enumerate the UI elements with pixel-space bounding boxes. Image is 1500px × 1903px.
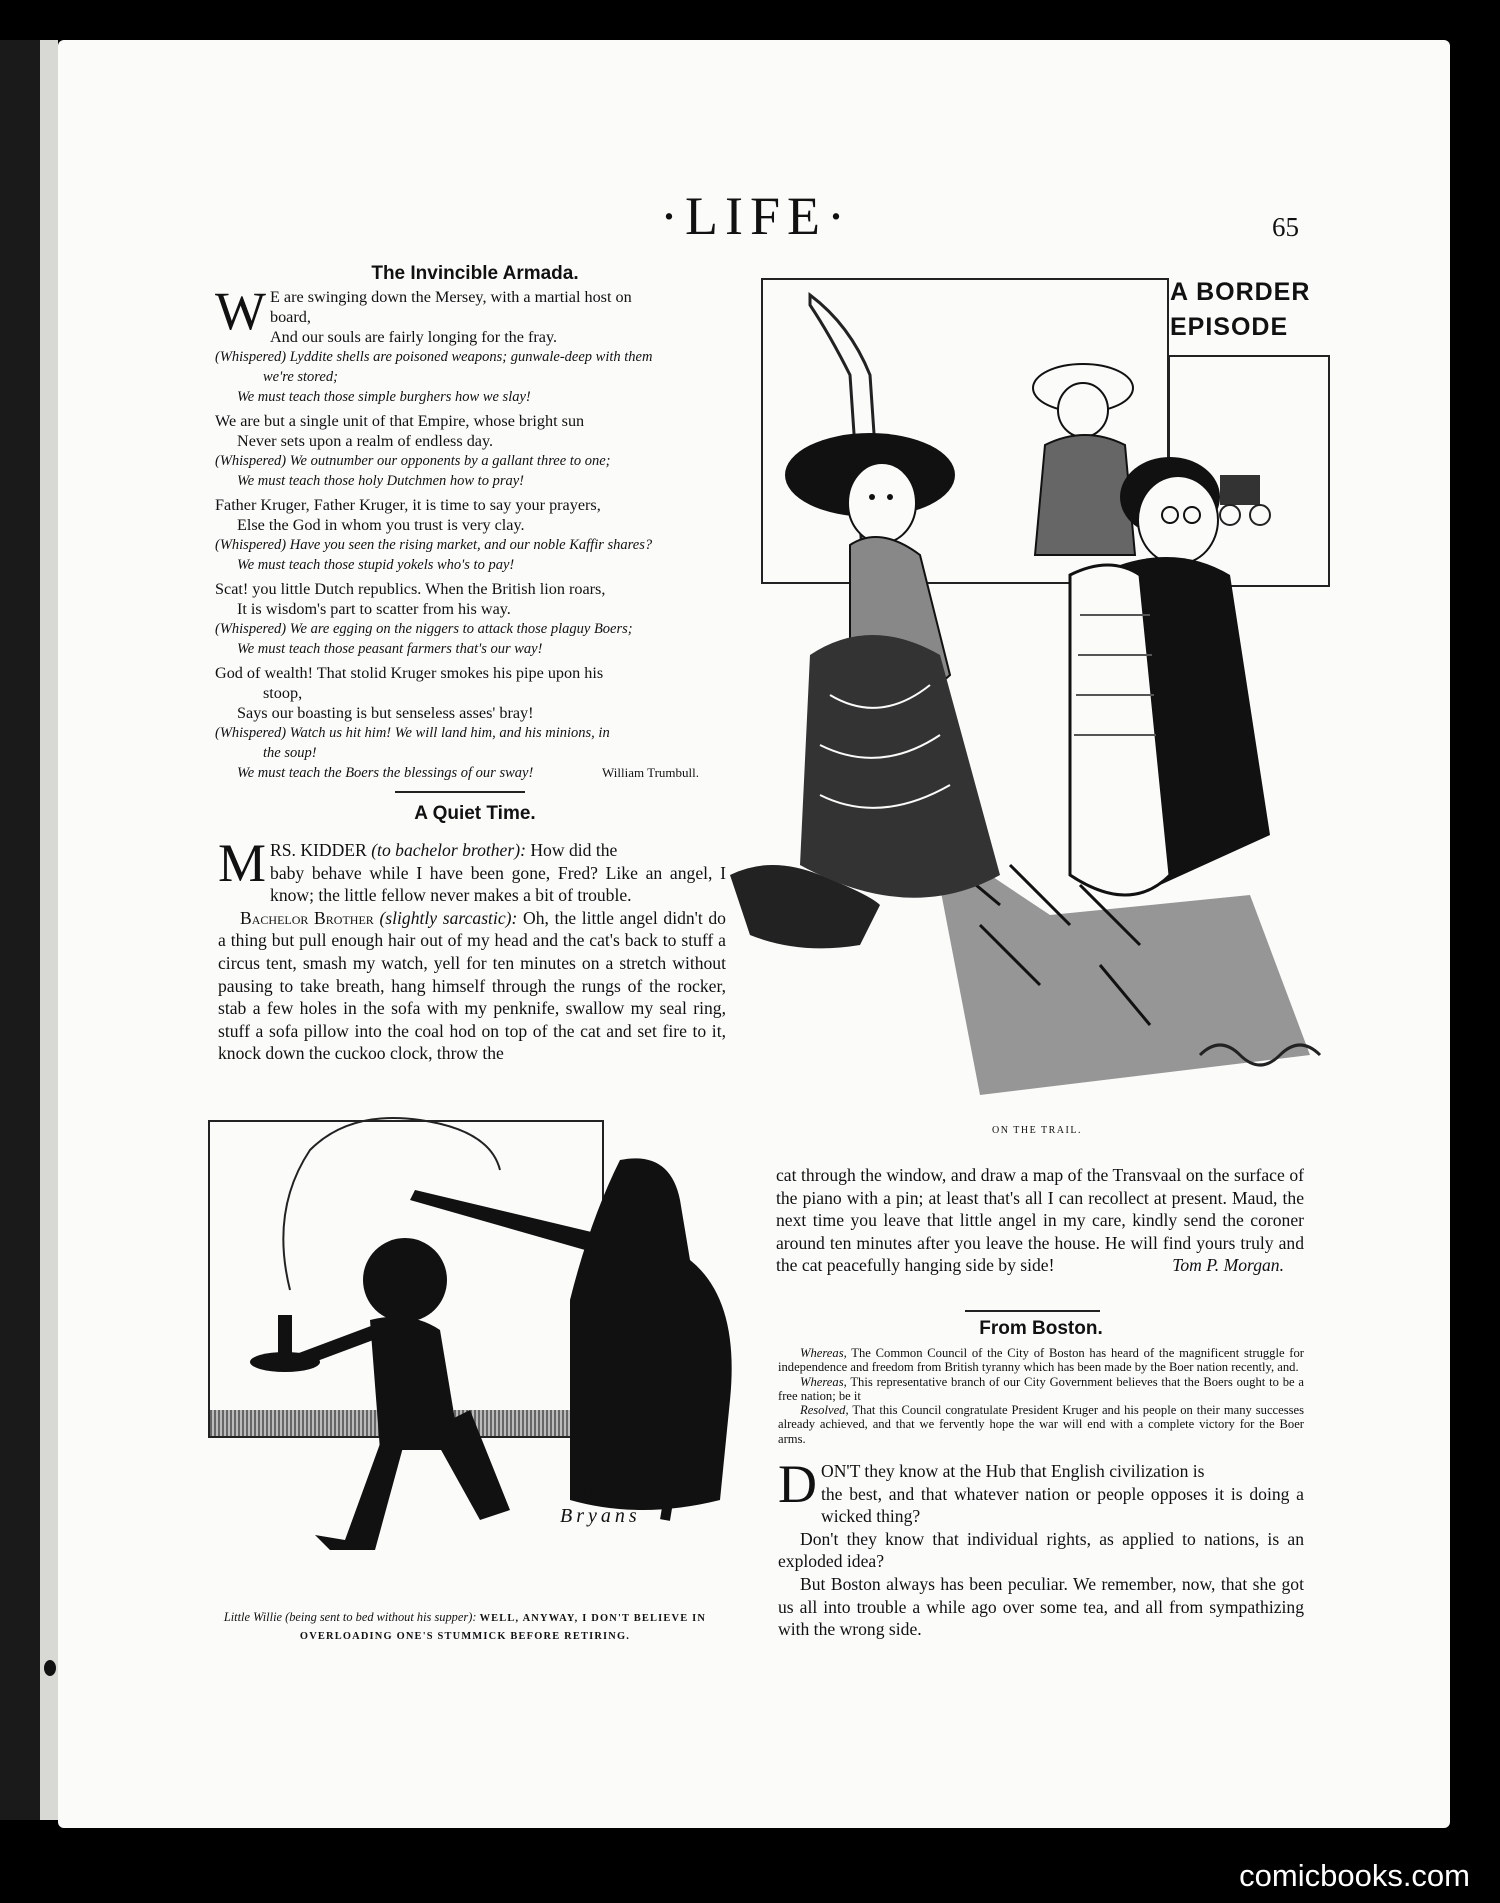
- quiet-time-text-top: MRS. KIDDER (to bachelor brother): How did the baby behave while I have been gone, Fred? Like an angel, I know; the little fellow never makes a bit of trouble. Bachelor Brother (slightly sarcastic): Oh, the little angel didn't do a thing but pull enough hair out of my head and the cat's back to stuff a circus tent, smash my watch, yell for ten minutes on a stretch without pausing to take breath, hang himself through the rungs of the rocker, stab a few holes in the sofa with my penknife, swallow my seal ring, stuff a sofa pillow into the coal hod on top of the cat and set fire to it, knock down the cuckoo clock, throw the: [218, 833, 726, 1064]
- quiet-time-author: Tom P. Morgan.: [1172, 1255, 1284, 1276]
- poem-line: Never sets upon a realm of endless day.: [237, 432, 494, 450]
- poem-line: We must teach the Boers the blessings of our sway!: [237, 765, 534, 781]
- poem-line: We must teach those stupid yokels who's to pay!: [237, 557, 515, 573]
- poem-line: the soup!: [263, 745, 317, 761]
- poem-line: stoop,: [263, 684, 303, 702]
- dropcap-w: W: [215, 281, 266, 341]
- section-divider: [395, 791, 525, 793]
- poem-line: (Whispered) Watch us hit him! We will land him, and his minions, in: [215, 725, 610, 741]
- boston-resolution: Whereas, The Common Council of the City of Boston has heard of the magnificent struggle for independence and freedom from British tyranny which has been made by the Boer nation recently, and. Whereas, This representative branch of our City Government believes that the Boers ought to be a free nation; be it Resolved, That this Council congratulate President Kruger and his people on their many successes already achieved, and that we fervently hope the war will end with a complete victory for the Boer arms.: [778, 1346, 1305, 1446]
- artist-signature-line2: Bryans: [560, 1505, 641, 1527]
- poem-line: Says our boasting is but senseless asses' bray!: [237, 704, 534, 722]
- poem-line: We must teach those peasant farmers that's our way!: [237, 641, 543, 657]
- armada-author: William Trumbull.: [602, 765, 699, 780]
- poem-line: board,: [269, 308, 311, 326]
- border-episode-illustration: [700, 275, 1350, 1135]
- watermark: comicbooks.com: [1239, 1858, 1470, 1893]
- binding-hole: [44, 1660, 56, 1676]
- poem-line: We must teach those simple burghers how we slay!: [237, 389, 531, 405]
- masthead: ·LIFE·: [660, 186, 852, 246]
- boston-text: DON'T they know at the Hub that English civilization is the best, and that whatever nation or people opposes it is doing a wicked thing? Don't they know that individual rights, as applied to nations, is an exploded idea? But Boston always has been peculiar. We remember, now, that she got us all into trouble a while ago over some tea, and all from sympathizing with the wrong side.: [778, 1454, 1304, 1640]
- book-binding-edge: [0, 40, 58, 1820]
- poem-line: W E are swinging down the Mersey, with a martial host on: [215, 281, 632, 341]
- dropcap-d: D: [778, 1454, 817, 1514]
- quiet-time-text-bottom: cat through the window, and draw a map of the Transvaal on the surface of the piano with a pin; at least that's all I can recollect at present. Maud, the next time you leave that little angel in my care, kindly send the coroner around ten minutes after you leave the house. He will find yours truly and the cat peacefully hanging side by side! Tom P. Morgan.: [776, 1165, 1304, 1276]
- boston-title: From Boston.: [979, 1318, 1103, 1339]
- willie-silhouette: [150, 1110, 750, 1570]
- quiet-time-title: A Quiet Time.: [414, 803, 536, 824]
- poem-line: (Whispered) Have you seen the rising market, and our noble Kaffir shares?: [215, 537, 653, 553]
- poem-line: we're stored;: [263, 369, 338, 385]
- poem-line: (Whispered) Lyddite shells are poisoned weapons; gunwale-deep with them: [215, 349, 653, 365]
- poem-line: We must teach those holy Dutchmen how to pray!: [237, 473, 524, 489]
- border-episode-caption: ON THE TRAIL.: [992, 1125, 1082, 1136]
- artist-signature-line1: Jay K.: [570, 1478, 619, 1499]
- poem-line: Father Kruger, Father Kruger, it is time to say your prayers,: [215, 496, 601, 514]
- section-divider-2: [965, 1310, 1100, 1312]
- poem-line: And our souls are fairly longing for the fray.: [269, 328, 558, 346]
- dropcap-m: M: [218, 833, 267, 893]
- poem-line: God of wealth! That stolid Kruger smokes his pipe upon his: [215, 664, 604, 682]
- border-episode-title: A BORDER EPISODE: [1170, 278, 1311, 341]
- armada-title: The Invincible Armada.: [371, 263, 579, 284]
- poem-line: (Whispered) We outnumber our opponents by a gallant three to one;: [215, 453, 611, 469]
- poem-line: Scat! you little Dutch republics. When the British lion roars,: [215, 580, 606, 598]
- poem-line: It is wisdom's part to scatter from his way.: [237, 600, 511, 618]
- poem-line: We are but a single unit of that Empire, whose bright sun: [215, 412, 585, 430]
- page-number: 65: [1272, 212, 1299, 242]
- poem-line: (Whispered) We are egging on the niggers to attack those plaguy Boers;: [215, 621, 633, 637]
- poem-line: Else the God in whom you trust is very clay.: [237, 516, 525, 534]
- willie-caption: Little Willie (being sent to bed without his supper): WELL, ANYWAY, I DON'T BELIEVE IN OVERLOADING ONE'S STUMMICK BEFORE RETIRING.: [223, 1610, 707, 1642]
- armada-poem: [215, 281, 745, 783]
